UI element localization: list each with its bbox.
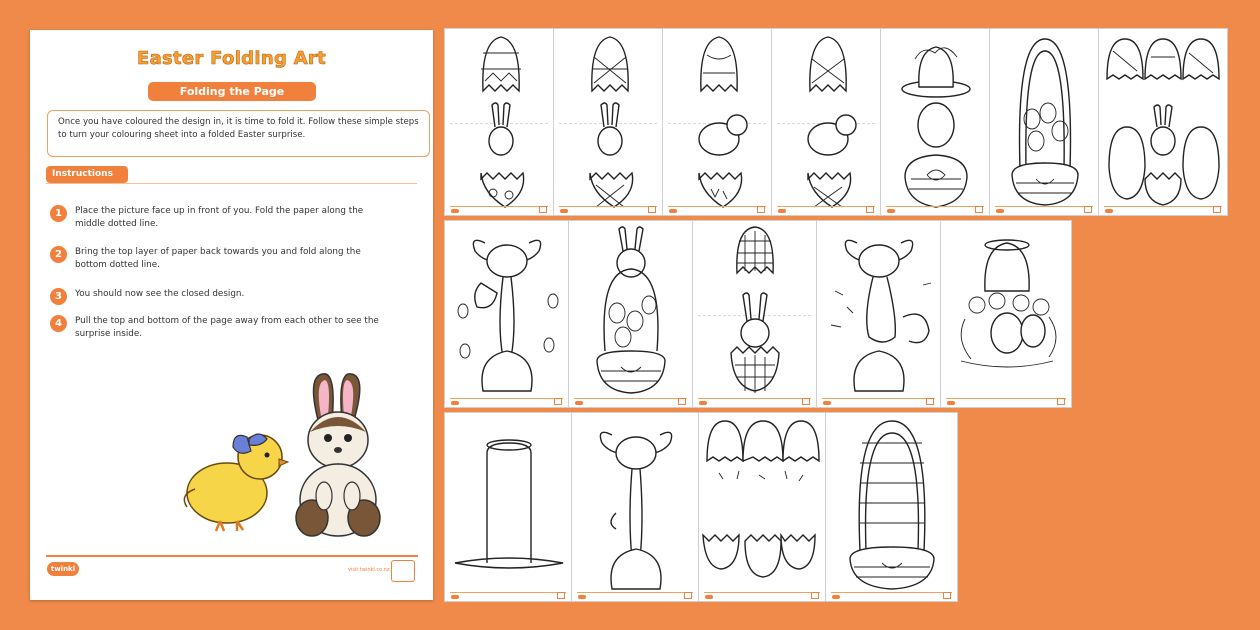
long-bunny-outline-icon [572, 413, 699, 602]
thumb-bunny-basket [568, 220, 693, 408]
twinkl-logo: twinkl [47, 562, 79, 576]
thumb-egg-chick-1 [662, 28, 772, 216]
page-title: Easter Folding Art [136, 48, 327, 69]
thumb-egg-bunny-1 [444, 28, 554, 216]
divider [46, 183, 417, 184]
badge-mini-icon [866, 206, 874, 213]
thumb-footer [450, 398, 563, 399]
thumb-footer [450, 206, 548, 207]
step-number: 2 [50, 246, 67, 263]
badge-mini-icon [1057, 398, 1065, 405]
twinkl-logo-mini [699, 401, 707, 405]
badge-mini-icon [1084, 206, 1092, 213]
thumb-footer [777, 206, 875, 207]
thumb-footer [995, 206, 1093, 207]
egg-bunny-icon [445, 29, 554, 216]
thumb-footer [577, 592, 693, 593]
egg-bunny-icon [554, 29, 663, 216]
twinkl-logo-mini [451, 209, 459, 213]
instructions-heading: Instructions [46, 166, 128, 183]
thumb-long-bunny-eggs [444, 220, 569, 408]
egg-bunny-small-icon [693, 221, 817, 408]
twinkl-logo-mini [451, 595, 459, 599]
step-number: 4 [50, 315, 67, 332]
twinkl-logo-mini [996, 209, 1004, 213]
three-eggs-icon [1099, 29, 1228, 216]
twinkl-logo-mini [560, 209, 568, 213]
badge-mini-icon [943, 592, 951, 599]
thumb-egg-bunny-2 [553, 28, 663, 216]
badge-icon [391, 560, 415, 582]
egg-chick-icon [663, 29, 772, 216]
chick-illustration [175, 425, 295, 535]
step-number: 1 [50, 205, 67, 222]
badge-mini-icon [684, 592, 692, 599]
footer-url: visit twinkl.co.nz [348, 567, 390, 573]
intro-text: Once you have coloured the design in, it is time to fold it. Follow these simple steps to turn your colouring sheet into a folded Easter surprise. [47, 110, 430, 157]
thumb-eggs-outline [698, 412, 826, 602]
thumb-hat-flowers [940, 220, 1072, 408]
thumb-footer [704, 592, 820, 593]
thumb-footer [1104, 206, 1222, 207]
thumb-basket-eggs [989, 28, 1099, 216]
twinkl-logo-mini [575, 401, 583, 405]
thumb-footer [668, 206, 766, 207]
badge-mini-icon [802, 398, 810, 405]
twinkl-logo-mini [669, 209, 677, 213]
thumb-basket-outline [825, 412, 958, 602]
footer-divider [46, 555, 418, 557]
badge-mini-icon [975, 206, 983, 213]
badge-mini-icon [757, 206, 765, 213]
badge-mini-icon [648, 206, 656, 213]
twinkl-logo-mini [778, 209, 786, 213]
instruction-sheet [30, 30, 433, 600]
thumb-footer [946, 398, 1066, 399]
step-text: Pull the top and bottom of the page away from each other to see the surprise inside. [75, 316, 379, 339]
step-number: 3 [50, 288, 67, 305]
thumb-footer [450, 592, 566, 593]
badge-mini-icon [554, 398, 562, 405]
thumb-footer [831, 592, 952, 593]
twinkl-logo-mini [947, 401, 955, 405]
badge-mini-icon [678, 398, 686, 405]
badge-mini-icon [811, 592, 819, 599]
page-subtitle: Folding the Page [148, 82, 316, 101]
twinkl-logo-mini [451, 401, 459, 405]
basket-icon [990, 29, 1099, 216]
thumb-footer [822, 398, 935, 399]
thumb-three-eggs-bunny [1098, 28, 1228, 216]
step-text: Place the picture face up in front of you. Fold the paper along the middle dotted line. [75, 206, 364, 229]
thumb-footer [559, 206, 657, 207]
thumb-hat-cat-basket [880, 28, 990, 216]
badge-mini-icon [557, 592, 565, 599]
thumb-long-bunny-outline [571, 412, 699, 602]
badge-mini-icon [539, 206, 547, 213]
thumb-egg-bunny-small [692, 220, 817, 408]
twinkl-logo-mini [823, 401, 831, 405]
egg-chick-icon [772, 29, 881, 216]
long-bunny-icon [445, 221, 569, 408]
badge-mini-icon [926, 398, 934, 405]
twinkl-logo-mini [1105, 209, 1113, 213]
twinkl-logo-mini [887, 209, 895, 213]
thumb-footer [698, 398, 811, 399]
hat-basket-icon [881, 29, 990, 216]
bunny-illustration [288, 370, 400, 540]
thumb-egg-chick-2 [771, 28, 881, 216]
badge-mini-icon [1213, 206, 1221, 213]
basket-outline-icon [826, 413, 958, 602]
step-text: You should now see the closed design. [75, 289, 245, 299]
twinkl-logo-mini [578, 595, 586, 599]
step-text: Bring the top layer of paper back towards you and fold along the bottom dotted line. [75, 247, 361, 270]
thumb-top-hat-outline [444, 412, 572, 602]
bunny-basket-icon [569, 221, 693, 408]
hat-flowers-icon [941, 221, 1072, 408]
long-bunny-icon [817, 221, 941, 408]
thumb-footer [886, 206, 984, 207]
eggs-outline-icon [699, 413, 826, 602]
twinkl-logo-mini [832, 595, 840, 599]
twinkl-logo-mini [705, 595, 713, 599]
thumb-footer [574, 398, 687, 399]
hat-outline-icon [445, 413, 572, 602]
thumb-long-bunny-mouse [816, 220, 941, 408]
